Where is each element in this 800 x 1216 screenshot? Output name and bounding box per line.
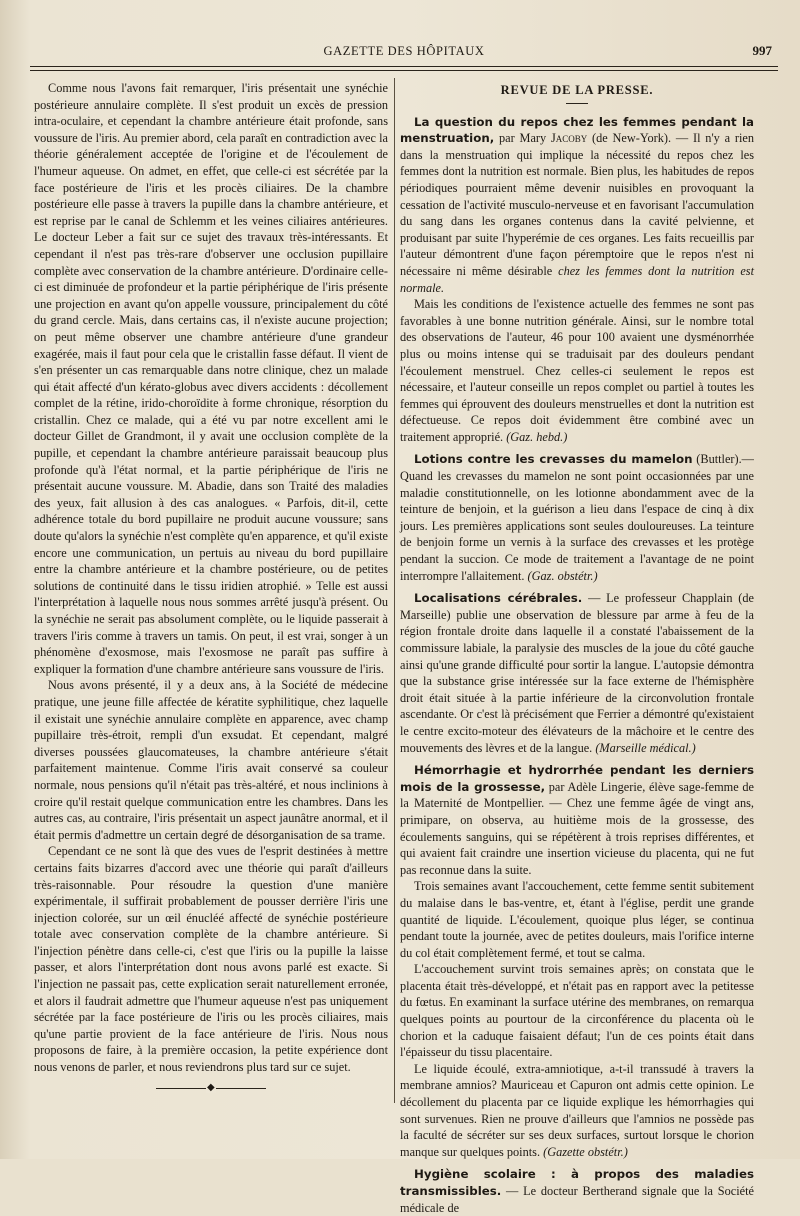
article-paragraph: L'accouchement survint trois semaines après; on constata que le placenta était très-développé, et n'était pas en rapport avec la petitesse du fœtus. En examinant la surface utérine des membranes, on remarqua quelques points au pourtour de la circonférence du placenta où le chorion et la caduque faisaient défaut; l'un de ces points était dans l'épaisseur du tissu placentaire. (400, 962, 754, 1060)
article (400, 114, 754, 446)
article-paragraph (400, 1061, 754, 1161)
ornament-diamond-icon: ◆ (207, 1081, 215, 1093)
article-paragraph (400, 296, 754, 445)
paragraph: Nous avons présenté, il y a deux ans, à la Société de médecine pratique, une jeune fille affectée de kératite syphilitique, chez laquelle il existait une synéchie annulaire complète en apparence, avec champ pupillaire très-étroit, rempli d'un exsudat. Et cependant, malgré diverses poussées glaucomateuses, la chambre antérieure s'était parfaitement maintenue. Comme l'iris avait conservé sa couleur normale, nous pensions qu'il n'était pas très-altéré, et nous inclinions à croire qu'il restait quelque communication entre les chambres. Dans les autres cas, au contraire, l'iris présentait un aspect jaunâtre anormal, et il était permis d'admettre un certain degré de désorganisation de sa trame. (34, 678, 388, 842)
article-text: par Adèle Lingerie, élève sage-femme de la Maternité de Montpellier. — Chez une femme âgée de vingt ans, primipare, on observa, au huitième mois de la grossesse, des écoulements sanguins, qui se répétèrent à trois reprises différentes, et qui avaient fait craindre une insertion vicieuse du placenta, qui ne fut pas reconnue dans la suite. (400, 779, 755, 877)
article-paragraph: Trois semaines avant l'accouchement, cette femme sentit subitement du malaise dans le bas-ventre, et, étant à l'église, perdit une grande quantité de liquide. L'écoulement, quoique plus léger, se continua pendant toute la journée, avec de petites douleurs, mais l'orifice interne du col était complètement fermé, et tout se calma. (400, 879, 754, 960)
page-header (30, 44, 778, 64)
article-text: (Buttler).— Quand les crevasses du mamelon ne sont point occasionnées par une maladie constitutionnelle, on les lotionne abondamment avec de la teinture de benjoin, et la guérison a lieu dans l'espace de cinq à dix jours. Les premières applications sont seules douloureuses. La teinture de benjoin forme un vernis à la surface des crevasses et les protège pendant la succion. Ce mode de traitement a l'avantage de ne point interrompre l'allaitement. (400, 452, 754, 583)
article-title: La question du repos chez les femmes pendant la menstruation, (400, 114, 754, 146)
article-paragraph (400, 114, 754, 297)
article-source: (Gaz. obstétr.) (527, 568, 598, 583)
article-text: par Mary (494, 131, 551, 146)
article-text: (de New-York). — Il n'y a rien dans la menstruation qui implique la nécessité du repos chez les femmes dont la nutrition est normale. Bien plus, les habitudes de repos périodiques pourraient même devenir nuisibles en provoquant la cessation de l'activité musculo-nerveuse et en favorisant l'accumulation du sang dans les organes contenus dans la cavité pelvienne, et produisant par suite l'hyperémie de ces organes. Les faits recueillis par l'auteur démontrent d'une façon péremptoire que le repos n'est ni nécessaire ni même désirable (400, 131, 754, 278)
article-emphasis: chez les femmes dont la nutrition est normale. (400, 263, 755, 295)
article-paragraph (400, 451, 754, 584)
header-rule (30, 66, 778, 67)
article-text: Le liquide écoulé, extra-amniotique, a-t-il transsudé à travers la membrane amnios? Mauriceau et Capuron ont admis cette opinion. Le décollement du placenta par ce liquide explique les hémorrhagies qui sont survenues. Rien ne prouve d'ailleurs que l'amnios ne possède pas la faculté de sécréter sur ses deux surfaces, surtout lorsque le chorion manque sur quelques points. (400, 1061, 754, 1159)
article-source: (Gaz. hebd.) (506, 429, 568, 444)
right-column (400, 80, 754, 1216)
article-text: — Le professeur Chapplain (de Marseille) publie une observation de blessure par arme à feu de la région frontale droite dans laquelle il a constaté l'abaissement de la commissure labiale, la paralysie des muscles de la joue du côté gauche ainsi qu'une grande difficulté pour sortir la langue. L'autopsie démontra que la substance grise intéressée sur la face externe de l'hémisphère droit était située à la partie inférieure de la circonvolution frontale ascendante. Or c'est là précisément que Ferrier a démontré qu'existaient le centre excito-moteur des élévateurs de la mâchoire et le centre des mouvements des lèvres et de la langue. (400, 591, 755, 755)
article-paragraph (400, 762, 754, 878)
section-title: REVUE DE LA PRESSE. (500, 83, 654, 97)
paragraph: Comme nous l'avons fait remarquer, l'iris présentait une synéchie postérieure annulaire complète. Il s'est produit un excès de pression intra-oculaire, et cependant la chambre antérieure était profonde, sans voussure de l'iris. Au premier abord, cela paraît en contradiction avec la théorie généralement acceptée de l'origine et de l'écoulement de l'humeur aqueuse. On admet, en effet, que celle-ci est sécrétée par la face postérieure de l'iris et les procès ciliaires. De la chambre postérieure elle passe à travers la pupille dans la chambre antérieure, et est reprise par le canal de Schlemm et les veines ciliaires antérieures. Le docteur Leber a fait sur ce sujet des travaux très-intéressants. Et cependant il n'est pas très-rare d'observer une occlusion pupillaire complète avec conservation de la chambre antérieure. D'ordinaire celle-ci est diminuée de profondeur et la partie périphérique de l'iris présente une projection en avant qu'on appelle voussure, principalement du côté du grand cercle. Mais, dans certains cas, il n'existe aucune projection; on peut même observer une chambre antérieure d'une grandeur exagérée, mais il faut pour cela que le cristallin fasse défaut. Il vient de s'en présenter un cas remarquable dans notre clinique, chez un malade qui était affecté d'un kérato-globus avec divers accidents : décollement complet de la rétine, irido-choroïdite à forme chronique, résorption du cristallin. Chez ce malade, qui a été vu par notre excellent ami le docteur Gillet de Grandmont, il y avait une occlusion complète de la pupille, et cependant la chambre antérieure paraissait beaucoup plus profonde qu'à l'état normal, et la partie périphérique de l'iris ne présentait aucune voussure. M. Abadie, dans son Traité des maladies des yeux, fait allusion à des cas analogues. « Parfois, dit-il, cette adhérence totale du bord pupillaire ne produit aucune voussure; sans doute qu'alors la synéchie n'est complète qu'en apparence, et qu'il existe encore une communication, un pertuis au niveau du bord pupillaire entre la chambre antérieure et la chambre postérieure, ou de petites solutions de continuité dans le tissu iridien atrophié. » Telle est aussi l'interprétation à laquelle nous nous sommes arrêté jusqu'à présent. Ou la synéchie ne serait pas absolument complète, ou le liquide passerait à travers l'iris comme à travers un tamis. On peut, il est vrai, songer à un phénomène d'exosmose, mais l'exosmose ne paraît pas suffire à expliquer la formation d'une chambre antérieure sans voussure de l'iris. (34, 81, 388, 676)
end-ornament (156, 1081, 266, 1095)
article-text: — Le docteur Bertherand signale que la Société médicale de (400, 1184, 754, 1215)
article-source: (Marseille médical.) (595, 740, 696, 755)
paragraph: Cependant ce ne sont là que des vues de l'esprit destinées à mettre certains faits bizarres d'accord avec une théorie qui paraît d'ailleurs très-raisonnable. Pour résoudre la question d'une manière expérimentale, il suffirait probablement de pousser derrière l'iris une injection colorée, sur un œil énucléé affecté de synéchie postérieure totale avec conservation complète de la chambre antérieure. Si l'injection pénètre dans celle-ci, c'est que l'iris ou la pupille la laisse passer, et alors l'interprétation dont nous avons parlé est exacte. Si l'injection ne passait pas, cette explication serait naturellement erronée, et alors il faudrait admettre que l'humeur aqueuse n'est pas uniquement sécrétée par la face postérieure de l'iris ou les procès ciliaires, mais qu'une partie provient de la face antérieure de l'iris. Nous nous proposons de faire, à la première occasion, la petite expérience dont nous venons de parler, et nous reviendrons plus tard sur ce sujet. (34, 844, 388, 1075)
section-rule (566, 103, 588, 104)
article (400, 451, 754, 584)
column-divider (394, 78, 395, 1103)
article-title: Localisations cérébrales. (414, 591, 583, 606)
article-paragraph (400, 1166, 754, 1216)
header-rule-thin (30, 70, 778, 71)
article (400, 762, 754, 1160)
running-title: GAZETTE DES HÔPITAUX (323, 44, 485, 58)
article-title: Hémorrhagie et hydrorrhée pendant les derniers mois de la grossesse, (400, 763, 754, 794)
article-title: Hygiène scolaire : à propos des maladies transmissibles. (400, 1167, 754, 1198)
left-column (34, 80, 388, 1095)
article (400, 1166, 754, 1216)
article (400, 590, 754, 756)
article-source: (Gazette obstétr.) (543, 1144, 628, 1159)
article-text: Mais les conditions de l'existence actuelle des femmes ne sont pas favorables à une bonne nutrition générale. Ainsi, sur le nombre total des observations de l'auteur, 46 pour 100 avaient une dysménorrhée plus ou moins intense qui se traduisait par des douleurs pendant l'écoulement menstruel. Chez celles-ci seulement le repos est nécessaire, et l'auteur conseille un repos complet ou partiel à toutes les femmes qui éprouvent des douleurs menstruelles et dont la nutrition est défectueuse. Ce repos doit évidemment être combiné avec un traitement approprié. (400, 297, 754, 444)
article-title: Lotions contre les crevasses du mamelon (414, 452, 693, 467)
article-paragraph (400, 590, 754, 756)
article-author: Jacoby (550, 131, 588, 146)
page-number: 997 (752, 43, 772, 58)
